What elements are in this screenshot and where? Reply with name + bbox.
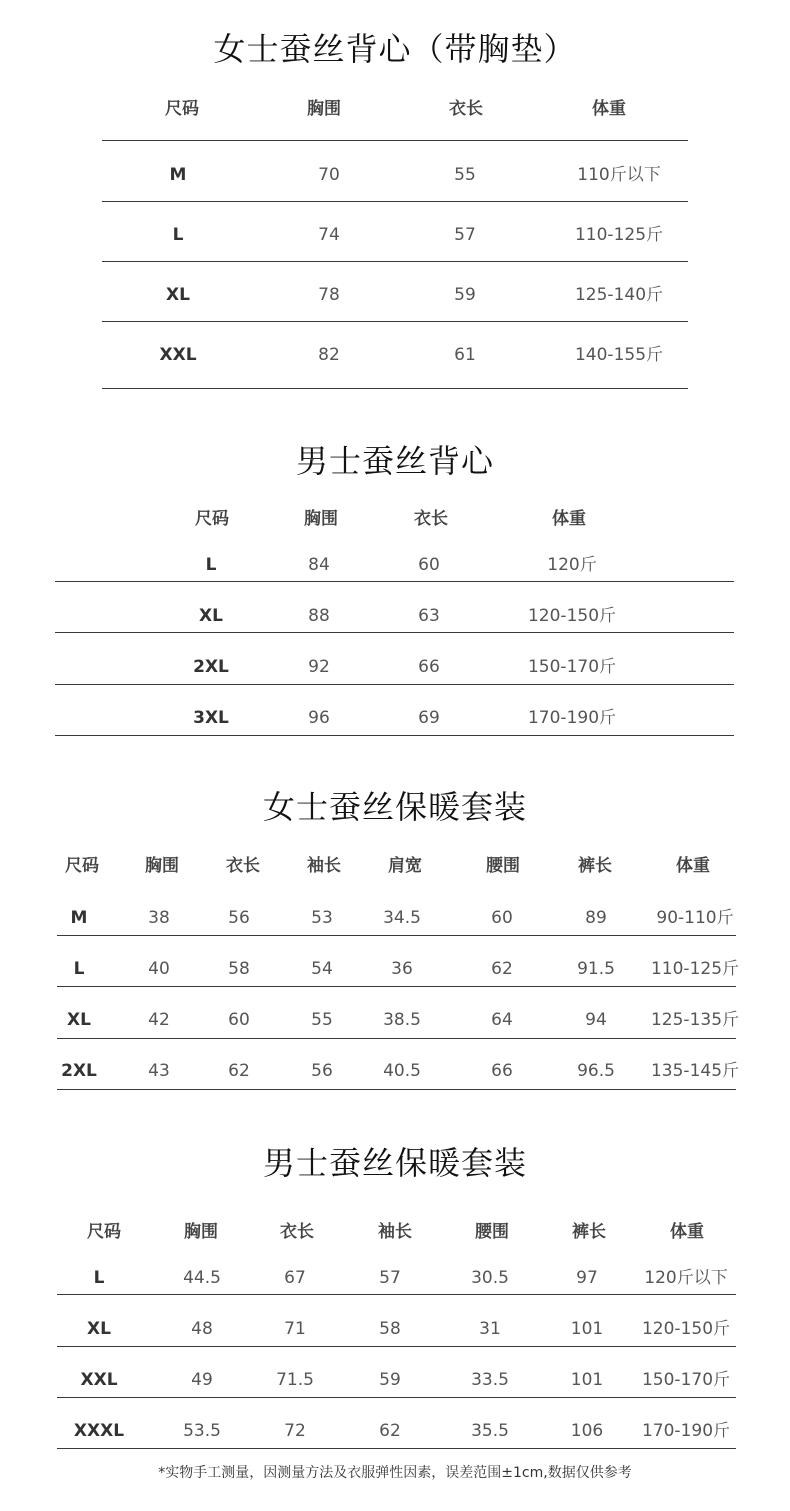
column-header: 腰围 [475, 1222, 509, 1242]
table-cell: 70 [318, 165, 340, 185]
table-cell: 57 [379, 1268, 401, 1288]
table-cell: 59 [454, 285, 476, 305]
table-cell: 96.5 [577, 1061, 615, 1081]
table-cell: 62 [491, 959, 513, 979]
column-header: 衣长 [280, 1222, 314, 1242]
table-title: 女士蚕丝保暖套装 [262, 788, 527, 826]
table-cell: 71 [284, 1319, 306, 1339]
table-title: 女士蚕丝背心（带胸垫） [213, 30, 577, 68]
column-header: 袖长 [378, 1222, 412, 1242]
table-cell: 69 [418, 708, 440, 728]
table-cell: 53.5 [183, 1421, 221, 1441]
table-cell: 61 [454, 345, 476, 365]
size-cell: L [205, 555, 217, 575]
footnote: *实物手工测量，因测量方法及衣服弹性因素，误差范围±1cm,数据仅供参考 [158, 1465, 632, 1481]
divider [57, 1346, 736, 1347]
table-cell: 42 [148, 1010, 170, 1030]
table-cell: 84 [308, 555, 330, 575]
table-cell: 55 [454, 165, 476, 185]
table-cell: 48 [191, 1319, 213, 1339]
column-header: 衣长 [414, 509, 448, 529]
divider [102, 140, 688, 141]
size-cell: M [70, 908, 88, 928]
size-cell: L [73, 959, 85, 979]
table-cell: 170-190斤 [527, 708, 617, 728]
column-header: 肩宽 [388, 856, 422, 876]
divider [102, 261, 688, 262]
table-cell: 35.5 [471, 1421, 509, 1441]
table-cell: 150-170斤 [641, 1370, 731, 1390]
column-header: 尺码 [65, 856, 99, 876]
size-cell: M [169, 165, 187, 185]
table-cell: 106 [570, 1421, 604, 1441]
divider [57, 935, 736, 936]
table-cell: 58 [379, 1319, 401, 1339]
table-cell: 43 [148, 1061, 170, 1081]
divider [55, 735, 734, 736]
divider [55, 632, 734, 633]
size-cell: XXL [80, 1370, 118, 1390]
column-header: 胸围 [184, 1222, 218, 1242]
table-cell: 94 [585, 1010, 607, 1030]
size-cell: XXXL [73, 1421, 125, 1441]
table-cell: 120-150斤 [641, 1319, 731, 1339]
table-cell: 89 [585, 908, 607, 928]
table-cell: 66 [491, 1061, 513, 1081]
size-cell: L [172, 225, 184, 245]
column-header: 胸围 [145, 856, 179, 876]
column-header: 衣长 [449, 99, 483, 119]
divider [57, 1397, 736, 1398]
table-cell: 78 [318, 285, 340, 305]
column-header: 尺码 [87, 1222, 121, 1242]
table-cell: 67 [284, 1268, 306, 1288]
table-cell: 33.5 [471, 1370, 509, 1390]
divider [57, 1294, 736, 1295]
table-cell: 74 [318, 225, 340, 245]
size-cell: L [93, 1268, 105, 1288]
table-cell: 110-125斤 [650, 959, 740, 979]
table-cell: 30.5 [471, 1268, 509, 1288]
column-header: 胸围 [304, 509, 338, 529]
table-cell: 34.5 [383, 908, 421, 928]
divider [57, 1448, 736, 1449]
table-cell: 55 [311, 1010, 333, 1030]
divider [55, 581, 734, 582]
divider [102, 201, 688, 202]
table-cell: 63 [418, 606, 440, 626]
table-cell: 92 [308, 657, 330, 677]
table-cell: 101 [570, 1319, 604, 1339]
size-cell: 3XL [193, 708, 229, 728]
table-cell: 82 [318, 345, 340, 365]
column-header: 腰围 [486, 856, 520, 876]
table-cell: 140-155斤 [574, 345, 664, 365]
column-header: 体重 [670, 1222, 704, 1242]
table-cell: 53 [311, 908, 333, 928]
table-cell: 125-135斤 [650, 1010, 740, 1030]
divider [55, 684, 734, 685]
table-cell: 72 [284, 1421, 306, 1441]
size-cell: XL [67, 1010, 91, 1030]
table-title: 男士蚕丝背心 [295, 442, 494, 480]
size-cell: 2XL [61, 1061, 97, 1081]
divider [57, 1038, 736, 1039]
table-cell: 59 [379, 1370, 401, 1390]
column-header: 胸围 [307, 99, 341, 119]
table-cell: 71.5 [276, 1370, 314, 1390]
table-cell: 56 [228, 908, 250, 928]
table-cell: 125-140斤 [574, 285, 664, 305]
table-cell: 38 [148, 908, 170, 928]
table-cell: 97 [576, 1268, 598, 1288]
table-cell: 66 [418, 657, 440, 677]
table-cell: 49 [191, 1370, 213, 1390]
table-cell: 90-110斤 [656, 908, 734, 928]
table-cell: 60 [491, 908, 513, 928]
column-header: 体重 [592, 99, 626, 119]
table-cell: 54 [311, 959, 333, 979]
table-cell: 120-150斤 [527, 606, 617, 626]
column-header: 衣长 [226, 856, 260, 876]
column-header: 尺码 [195, 509, 229, 529]
table-cell: 110斤以下 [577, 165, 661, 185]
table-cell: 56 [311, 1061, 333, 1081]
table-cell: 101 [570, 1370, 604, 1390]
table-cell: 110-125斤 [574, 225, 664, 245]
divider [57, 986, 736, 987]
table-title: 男士蚕丝保暖套装 [262, 1144, 527, 1182]
table-cell: 58 [228, 959, 250, 979]
column-header: 体重 [552, 509, 586, 529]
column-header: 尺码 [165, 99, 199, 119]
table-cell: 31 [479, 1319, 501, 1339]
table-cell: 57 [454, 225, 476, 245]
table-cell: 38.5 [383, 1010, 421, 1030]
table-cell: 60 [228, 1010, 250, 1030]
table-cell: 64 [491, 1010, 513, 1030]
column-header: 裤长 [578, 856, 612, 876]
size-cell: XL [166, 285, 190, 305]
divider [102, 321, 688, 322]
column-header: 裤长 [572, 1222, 606, 1242]
table-cell: 62 [379, 1421, 401, 1441]
column-header: 体重 [676, 856, 710, 876]
table-cell: 135-145斤 [650, 1061, 740, 1081]
table-cell: 120斤 [547, 555, 597, 575]
size-cell: XXL [159, 345, 197, 365]
table-cell: 62 [228, 1061, 250, 1081]
size-cell: 2XL [193, 657, 229, 677]
table-cell: 36 [391, 959, 413, 979]
column-header: 袖长 [307, 856, 341, 876]
table-cell: 96 [308, 708, 330, 728]
table-cell: 44.5 [183, 1268, 221, 1288]
divider [57, 1089, 736, 1090]
divider [102, 388, 688, 389]
table-cell: 120斤以下 [644, 1268, 728, 1288]
table-cell: 88 [308, 606, 330, 626]
table-cell: 40 [148, 959, 170, 979]
table-cell: 150-170斤 [527, 657, 617, 677]
size-cell: XL [199, 606, 223, 626]
table-cell: 91.5 [577, 959, 615, 979]
table-cell: 60 [418, 555, 440, 575]
size-cell: XL [87, 1319, 111, 1339]
table-cell: 170-190斤 [641, 1421, 731, 1441]
table-cell: 40.5 [383, 1061, 421, 1081]
